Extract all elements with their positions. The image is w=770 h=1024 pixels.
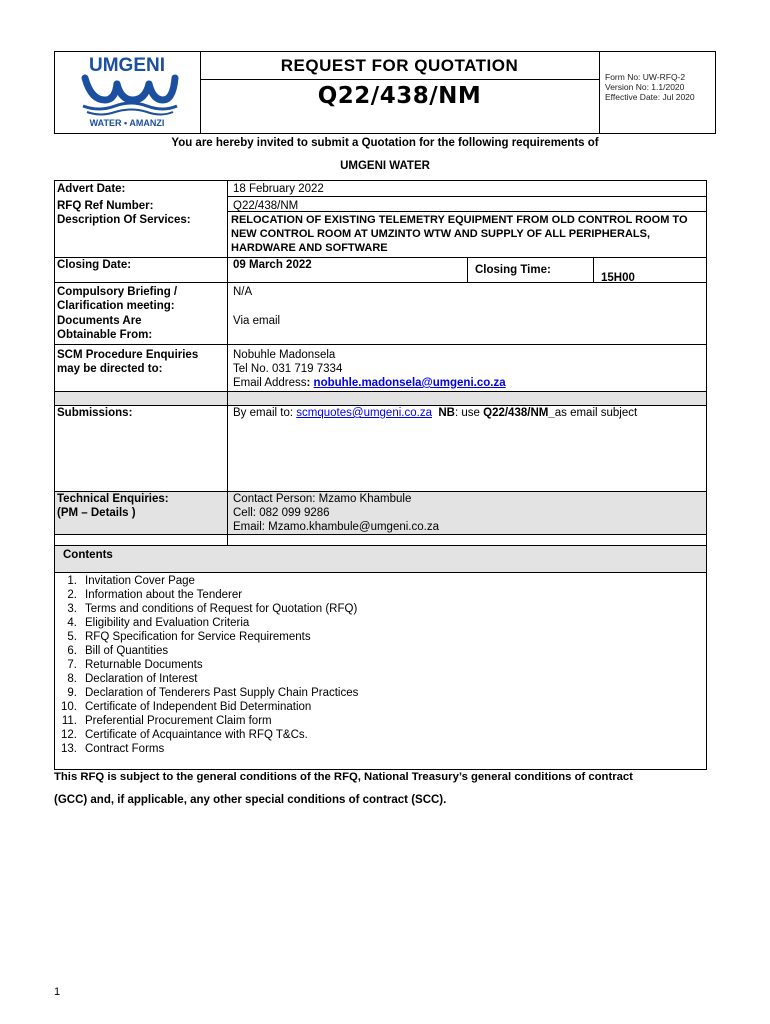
briefing-label	[57, 285, 177, 313]
item-text: Bill of Quantities	[85, 645, 169, 657]
general-conditions-line2: (GCC) and, if applicable, any other special conditions of contract (SCC).	[54, 794, 447, 806]
item-number: 5.	[67, 631, 77, 643]
row-line	[55, 572, 706, 573]
scm-email-colon: :	[306, 377, 314, 389]
closing-time-value: 15H00	[601, 272, 635, 284]
item-text: RFQ Specification for Service Requirements	[85, 631, 311, 643]
description-label: Description Of Services:	[57, 214, 191, 226]
logo-tagline: WATER • AMANZI	[89, 118, 165, 128]
submissions-code: Q22/438/NM_	[483, 407, 555, 419]
documents-label-line: Documents Are	[57, 315, 142, 327]
submissions-value	[233, 406, 637, 420]
closing-time-divider	[467, 257, 468, 283]
row-line	[55, 534, 706, 535]
contents-list	[55, 574, 358, 756]
submissions-email-link[interactable]: scmquotes@umgeni.co.za	[296, 407, 432, 419]
rfq-ref-label: RFQ Ref Number:	[57, 200, 154, 212]
rfq-details-table	[54, 180, 707, 770]
closing-date-label: Closing Date:	[57, 259, 132, 271]
technical-email: Email: Mzamo.khambule@umgeni.co.za	[233, 521, 439, 533]
item-text: Invitation Cover Page	[85, 575, 195, 587]
advert-date-label: Advert Date:	[57, 183, 126, 195]
umgeni-logo	[55, 52, 201, 133]
item-number: 13.	[61, 743, 77, 755]
contents-title: Contents	[63, 549, 113, 561]
list-item	[55, 672, 358, 686]
documents-label	[57, 314, 152, 342]
documents-label-line: Obtainable From:	[57, 329, 153, 341]
general-conditions-line1: This RFQ is subject to the general conditions of the RFQ, National Treasury’s general conditions of contract	[54, 771, 633, 783]
list-item	[55, 728, 358, 742]
technical-contact-person: Contact Person: Mzamo Khambule	[233, 493, 412, 505]
scm-email-link[interactable]: nobuhle.madonsela@umgeni.co.za	[313, 377, 506, 389]
row-line	[227, 196, 706, 197]
page-number: 1	[54, 986, 61, 998]
item-number: 6.	[67, 645, 77, 657]
item-text: Terms and conditions of Request for Quotation (RFQ)	[85, 603, 358, 615]
item-number: 4.	[67, 617, 77, 629]
item-text: Information about the Tenderer	[85, 589, 243, 601]
rfq-ref-value: Q22/438/NM	[233, 200, 299, 212]
header-divider	[200, 79, 599, 80]
invitation-text: You are hereby invited to submit a Quotation for the following requirements of	[171, 137, 599, 149]
document-title: REQUEST FOR QUOTATION	[280, 56, 519, 75]
closing-date-value: 09 March 2022	[233, 259, 312, 271]
technical-label-line: (PM – Details )	[57, 507, 136, 519]
description-value: RELOCATION OF EXISTING TELEMETRY EQUIPMENT FROM OLD CONTROL ROOM TO NEW CONTROL ROOM AT UMZINTO WTW AND SUPPLY OF ALL PERIPHERALS, HARDWARE AND SOFTWARE	[231, 214, 688, 254]
scm-label-line: may be directed to:	[57, 363, 163, 375]
briefing-label-line: Compulsory Briefing /	[57, 286, 178, 298]
rfq-code: Q22/438/NM	[317, 83, 482, 109]
item-number: 1.	[67, 575, 77, 587]
item-number: 11.	[61, 715, 77, 727]
item-number: 8.	[67, 673, 77, 685]
list-item	[55, 616, 358, 630]
item-text: Eligibility and Evaluation Criteria	[85, 617, 250, 629]
item-number: 12.	[61, 729, 77, 741]
item-text: Preferential Procurement Claim form	[85, 715, 272, 727]
item-text: Certificate of Independent Bid Determination	[85, 701, 312, 713]
technical-cell: Cell: 082 099 9286	[233, 507, 330, 519]
closing-time-label: Closing Time:	[475, 264, 551, 276]
item-number: 3.	[67, 603, 77, 615]
list-item	[55, 644, 358, 658]
row-line	[55, 344, 706, 345]
row-line	[55, 391, 706, 392]
documents-value: Via email	[233, 315, 281, 327]
submissions-prefix: By email to:	[233, 407, 297, 419]
briefing-label-line: Clarification meeting:	[57, 300, 175, 312]
item-text: Declaration of Tenderers Past Supply Chain Practices	[85, 687, 359, 699]
list-item	[55, 630, 358, 644]
effective-date: Effective Date: Jul 2020	[605, 92, 695, 102]
row-line	[55, 545, 706, 546]
item-number: 2.	[67, 589, 77, 601]
item-text: Declaration of Interest	[85, 673, 198, 685]
technical-label-line: Technical Enquiries:	[57, 493, 169, 505]
scm-label-line: SCM Procedure Enquiries	[57, 349, 199, 361]
list-item	[55, 742, 358, 756]
item-text: Contract Forms	[85, 743, 165, 755]
list-item	[55, 588, 358, 602]
shaded-contents-header	[55, 545, 706, 572]
list-item	[55, 658, 358, 672]
logo-wordmark: UMGENI	[89, 55, 165, 76]
scm-label	[57, 348, 198, 376]
submissions-mid: : use	[454, 407, 484, 419]
scm-email-label: Email Address	[233, 377, 307, 389]
closing-time-divider	[593, 257, 594, 283]
header-title-cell	[200, 52, 600, 133]
advert-date-value: 18 February 2022	[233, 183, 324, 195]
item-number: 9.	[67, 687, 77, 699]
submissions-label: Submissions:	[57, 407, 133, 419]
technical-enquiries-label	[57, 492, 169, 520]
item-text: Certificate of Acquaintance with RFQ T&Cs.	[85, 729, 308, 741]
item-text: Returnable Documents	[85, 659, 203, 671]
document-header	[54, 51, 716, 134]
scm-tel: Tel No. 031 719 7334	[233, 363, 343, 375]
submissions-nb: NB	[438, 407, 455, 419]
umgeni-logo-graphic	[55, 52, 200, 133]
list-item	[55, 714, 358, 728]
scm-name: Nobuhle Madonsela	[233, 349, 336, 361]
item-number: 7.	[67, 659, 77, 671]
list-item	[55, 602, 358, 616]
row-line	[55, 257, 706, 258]
briefing-value: N/A	[233, 286, 253, 298]
form-meta	[605, 72, 695, 102]
form-number: Form No: UW-RFQ-2	[605, 72, 686, 82]
shaded-spacer-row	[55, 391, 706, 405]
scm-email-line	[233, 376, 506, 390]
list-item	[55, 686, 358, 700]
submissions-suffix: as email subject	[554, 407, 638, 419]
row-line	[227, 211, 706, 212]
version-number: Version No: 1.1/2020	[605, 82, 685, 92]
list-item	[55, 700, 358, 714]
scm-contact	[233, 348, 506, 390]
organisation-name: UMGENI WATER	[340, 160, 430, 172]
list-item	[55, 574, 358, 588]
technical-contact	[233, 492, 439, 534]
item-number: 10.	[61, 701, 77, 713]
